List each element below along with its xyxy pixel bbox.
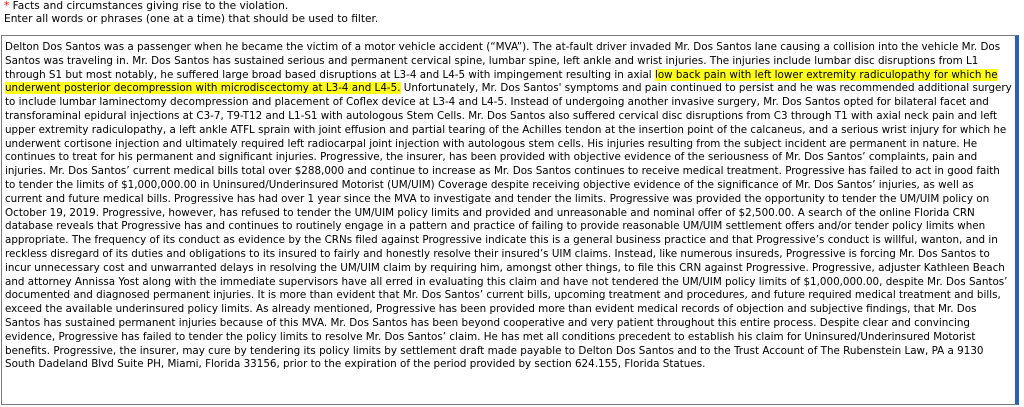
required-marker: *: [4, 0, 10, 12]
field-header: [4, 0, 1020, 26]
facts-textarea[interactable]: [1, 35, 1019, 405]
facts-text[interactable]: [2, 36, 1015, 372]
facts-text-segment-1: Delton Dos Santos was a passenger when he became the victim of a motor vehicle accident (“MVA”). The at-fault driver invaded Mr. Dos Santos lane causing a collision into the vehicle Mr. Dos Santos was traveling in. Mr. Dos Santos has sustained serious and permanent cervical spine, lumbar spine, left ankle and wrist injuries. The injuries include lumbar disc disruptions from L1 through S1 but most notably, he suffered large broad based disruptions at L3-4 and L4-5 with impingement resulting in axial: [5, 41, 1001, 81]
field-label-line: [4, 0, 1020, 13]
highlighted-phrase: low back pain with left lower extremity radiculopathy for which he underwent posterior decompression with microdiscectomy at L3-4 and L4-5.: [5, 68, 998, 95]
field-instruction: Enter all words or phrases (one at a time) that should be used to filter.: [4, 13, 379, 25]
facts-text-segment-2: Unfortunately, Mr. Dos Santos' symptoms and pain continued to persist and he was recommended additional surgery to include lumbar laminectomy decompression and placement of Coflex device at L3-4 and L4-5. Instead of undergoing another invasive surgery, Mr. Dos Santos opted for bilateral facet and transforaminal epidural injections at C3-7, T9-T12 and L1-S1 with autologous Stem Cells. Mr. Dos Santos also suffered cervical disc disruptions from C3 through T1 with axial neck pain and left upper extremity radiculopathy, a left ankle ATFL sprain with joint effusion and partial tearing of the Achilles tendon at the insertion point of the calcaneus, and a serious wrist injury for which he underwent cortisone injection and ultimately required left radiocarpal joint injection with autologous stem cells. His injuries resulting from the subject incident are permanent in nature. He continues to treat for his permanent and significant injuries. Progressive, the insurer, has been provided with objective evidence of the seriousness of Mr. Dos Santos’ complaints, pain and injuries. Mr. Dos Santos’ current medical bills total over $288,000 and continue to increase as Mr. Dos Santos continues to receive medical treatment. Progressive has failed to act in good faith to tender the limits of $1,000,000.00 in Uninsured/Underinsured Motorist (UM/UIM) Coverage despite receiving objective evidence of the significance of Mr. Dos Santos’ injuries, as well as current and future medical bills. Progressive has had over 1 year since the MVA to investigate and tender the limits. Progressive was provided the opportunity to tender the UM/UIM policy on October 19, 2019. Progressive, however, has refused to tender the UM/UIM policy limits and provided and unreasonable and nominal offer of $2,500.00. A search of the online Florida CRN database reveals that Progressive has and continues to routinely engage in a pattern and practice of failing to provide reasonable UM/UIM settlement offers and/or tender policy limits when appropriate. The frequency of its conduct as evidence by the CRNs filed against Progressive indicate this is a general business practice and that Progressive’s conduct is willful, wanton, and in reckless disregard of its duties and obligations to its insured to fairly and honestly resolve their insured’s UIM claims. Instead, like numerous insureds, Progressive is forcing Mr. Dos Santos to incur unnecessary cost and unwarranted delays in resolving the UM/UIM claim by requiring him, amongst other things, to file this CRN against Progressive. Progressive, adjuster Kathleen Beach and attorney Annissa Yost along with the immediate supervisors have all erred in evaluating this claim and have not tendered the UM/UIM policy limits of $1,000,000.00, despite Mr. Dos Santos’ documented and diagnosed permanent injuries. It is more than evident that Mr. Dos Santos’ current bills, upcoming treatment and procedures, and future required medical treatment and bills, exceed the available underinsured policy limits. As already mentioned, Progressive has been provided more than evident medical records of objection and subjective findings, that Mr. Dos Santos has sustained permanent injuries because of this MVA. Mr. Dos Santos has been beyond cooperative and very patient throughout this entire process. Despite clear and convincing evidence, Progressive has failed to tender the policy limits to resolve Mr. Dos Santos’ claim. He has met all conditions precedent to establish his claim for Uninsured/Underinsured Motorist benefits. Progressive, the insurer, may cure by tendering its policy limits by settlement draft made payable to Delton Dos Santos and to the Trust Account of The Rubenstein Law, PA a 9130 South Dadeland Blvd Suite PH, Miami, Florida 33156, prior to the expiration of the period provided by section 624.155, Florida Statues.: [5, 82, 1012, 371]
field-label: Facts and circumstances giving rise to the violation.: [12, 0, 289, 12]
